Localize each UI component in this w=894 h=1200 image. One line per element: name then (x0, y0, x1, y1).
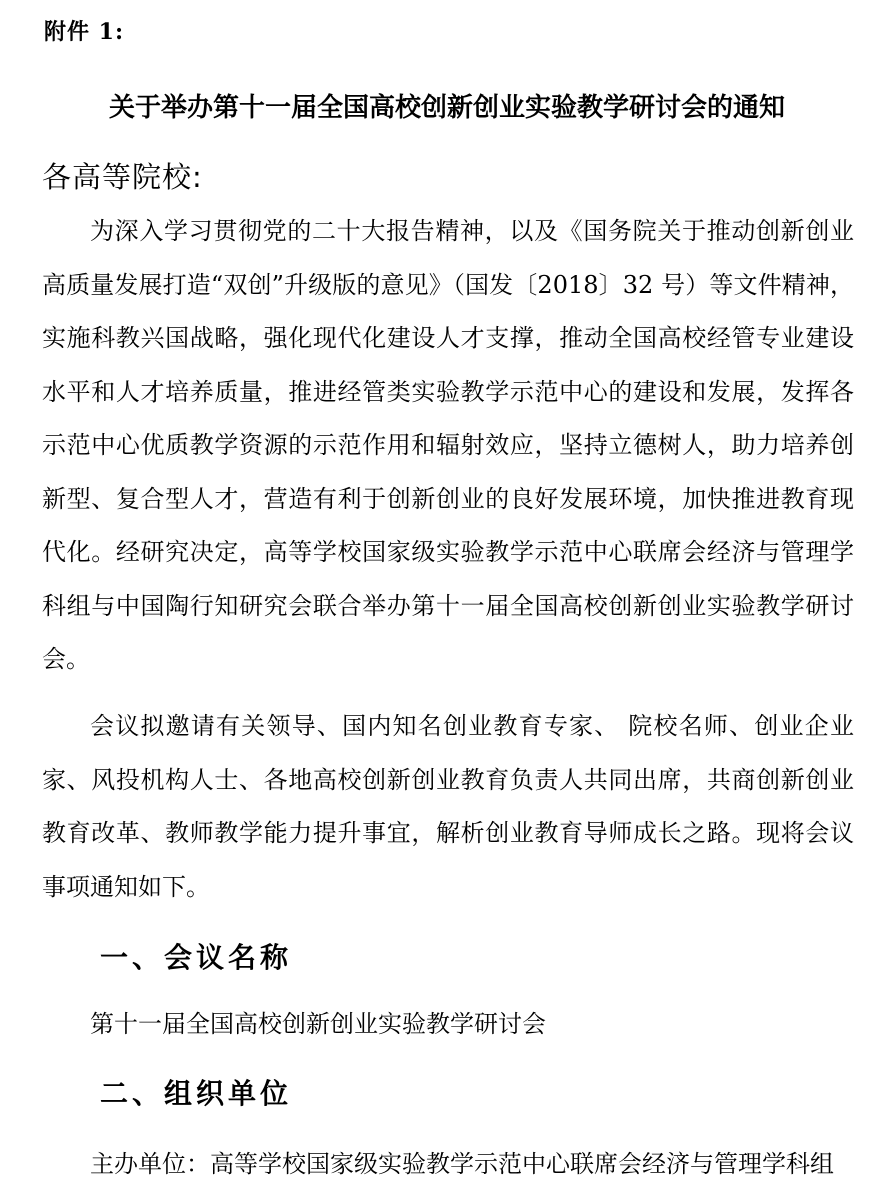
intro-paragraph: 为深入学习贯彻党的二十大报告精神，以及《国务院关于推动创新创业高质量发展打造“双创”升级版的意见》（国发〔2018〕32 号）等文件精神，实施科教兴国战略，强化现代化建设人才支撑，推动全国高校经管专业建设水平和人才培养质量，推进经管类实验教学示范中心的建设和发展，发挥各示范中心优质教学资源的示范作用和辐射效应，坚持立德树人，助力培养创新型、复合型人才，营造有利于创新创业的良好发展环境，加快推进教育现代化。经研究决定，高等学校国家级实验教学示范中心联席会经济与管理学科组与中国陶行知研究会联合举办第十一届全国高校创新创业实验教学研讨会。 (42, 217, 854, 673)
section-heading-organizers: 二、组织单位 (100, 1077, 293, 1110)
section-heading-meeting-name: 一、会议名称 (100, 941, 293, 974)
document-title: 关于举办第十一届全国高校创新创业实验教学研讨会的通知 (108, 93, 785, 123)
section-content-organizers: 主办单位：高等学校国家级实验教学示范中心联席会经济与管理学科组 (90, 1150, 834, 1178)
section-content-meeting-name: 第十一届全国高校创新创业实验教学研讨会 (90, 1010, 546, 1038)
meeting-paragraph: 会议拟邀请有关领导、国内知名创业教育专家、 院校名师、创业企业家、风投机构人士、各地高校创新创业教育负责人共同出席，共商创新创业教育改革、教师教学能力提升事宜，解析创业教育导师成长之路。现将会议事项通知如下。 (42, 712, 854, 901)
attachment-label: 附件 1: (44, 19, 125, 45)
salutation: 各高等院校: (42, 160, 203, 194)
